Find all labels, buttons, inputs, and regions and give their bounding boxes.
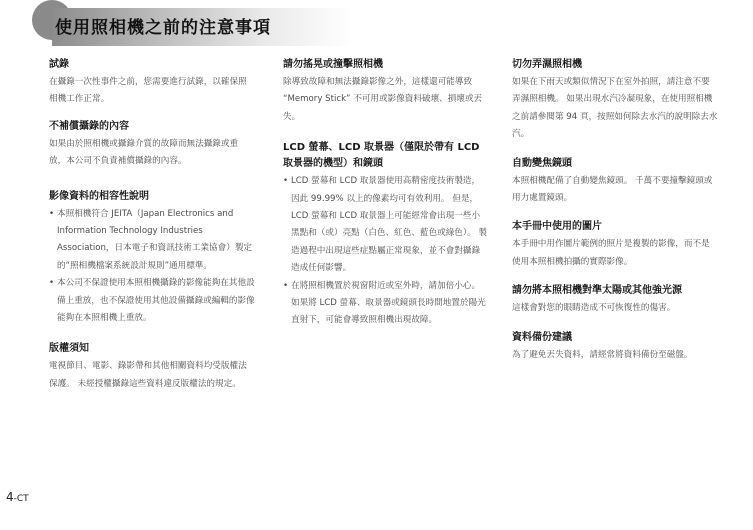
section-title: 影像資料的相容性說明 [49,190,149,202]
section [283,140,488,330]
section-paragraph: 這樣會對您的眼睛造成不可恢復性的傷害。 [512,303,676,314]
section [49,341,255,393]
section-paragraph: 為了避免丟失資料，請經常將資料備份至磁盤。 [512,349,693,360]
section-title: 資料備份建議 [512,331,572,343]
section-paragraph: 在攝錄一次性事件之前，您需要進行試錄，以確保照相機工作正常。 [49,77,247,105]
section-paragraph: 本手冊中用作圖片範例的照片是複製的影像，而不是使用本照相機拍攝的實際影像。 [512,239,710,267]
section-title: 請勿將本照相機對準太陽或其他強光源 [512,285,682,297]
column-3 [512,57,718,364]
section-paragraph: 除導致故障和無法攝錄影像之外，這樣還可能導致 “Memory Stick” 不可用或影像資料破壞、損壞或丟失。 [283,77,483,122]
section [49,57,255,109]
section-paragraph: 本照相機配備了自動變焦鏡頭。 千萬不要撞擊鏡頭或用力處置鏡頭。 [512,175,713,204]
page-number [6,490,29,504]
page-title: 使用照相機之前的注意事項 [55,18,271,38]
section [512,57,718,144]
bullet-list [49,206,255,328]
section-title: 不補償攝錄的內容 [49,120,129,132]
bullet-item: • LCD 螢幕和 LCD 取景器使用高精密度技術製造，因此 99.99% 以上的像素均可有效利用。 但是，LCD 螢幕和 LCD 取景器上可能經常會出現一些小黑點和（或）亮點（白色、紅色、藍色或綠色）。 製造過程中出現這些症點屬正常現象，並不會對攝錄造成任何影響。 [283,173,488,277]
section-title: 本手冊中使用的圖片 [512,221,602,233]
column-2 [283,57,488,330]
section [512,330,718,364]
bullet-item: • 本公司不保證使用本照相機攝錄的影像能夠在其他設備上重放，也不保證使用其他設備攝錄或編輯的影像能夠在本照相機上重放。 [49,275,255,327]
column-1 [49,57,255,393]
section [512,156,718,208]
section [283,57,488,126]
section-paragraph: 電視節目、電影、錄影帶和其他相關資料均受版權法保護。 未經授權攝錄這些資料違反版權法的規定。 [49,361,247,389]
bullet-item: • 本照相機符合 JEITA（Japan Electronics and Information Technology Industries Association，日本電子和資訊技術工業協會）製定的“照相機檔案系統設計規則”通用標準。 [49,206,255,276]
page-number-value: 4 [6,490,14,504]
page-header [0,0,753,60]
bullet-list [283,173,488,330]
section-paragraph: 如果在下雨天或類似情況下在室外拍照，請注意不要弄濕照相機。 如果出現水汽冷凝現象，在使用照相機之前請參閱第 94 頁，按照如何除去水汽的說明除去水汽。 [512,77,718,140]
section [512,219,718,271]
section-title: LCD 螢幕、LCD 取景器（僅限於帶有 LCD 取景器的機型）和鏡頭 [283,142,480,170]
bullet-item: • 在將照相機置於視窗附近或室外時，請加倍小心。 如果將 LCD 螢幕、取景器或鏡頭長時間地置於陽光直射下，可能會導致照相機出現故障。 [283,278,488,330]
section-title: 請勿搖晃或撞擊照相機 [283,59,383,70]
section-title: 版權須知 [49,343,89,355]
section [512,283,718,317]
page-number-suffix: -CT [13,494,29,504]
section-title: 切勿弄濕照相機 [512,59,582,70]
section [49,119,255,171]
section-title: 自動變焦鏡頭 [512,157,572,169]
section-title: 試錄 [49,59,69,70]
section-paragraph: 如果由於照相機或攝錄介質的故障而無法攝錄或重放，本公司不負責補償攝錄的內容。 [49,138,239,167]
section [49,189,255,328]
